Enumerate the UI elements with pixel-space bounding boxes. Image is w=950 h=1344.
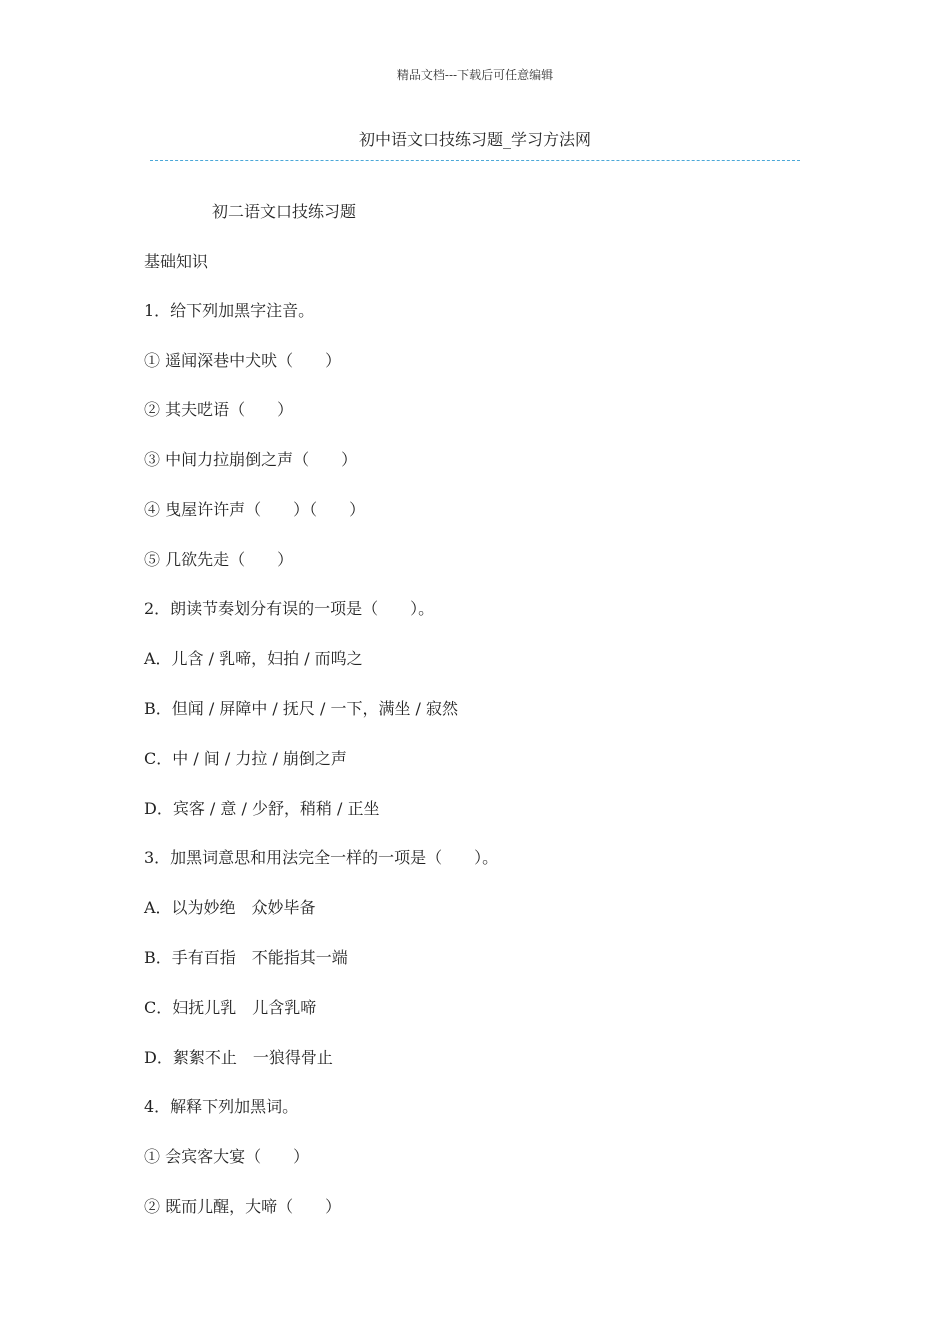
question-1-item-5: ⑤ 几欲先走（ ） — [144, 550, 294, 569]
question-2-option-d: D．宾客 / 意 / 少舒，稍稍 / 正坐 — [144, 799, 380, 818]
question-1-item-2: ② 其夫呓语（ ） — [144, 400, 294, 419]
question-4-item-2: ② 既而儿醒，大啼（ ） — [144, 1197, 342, 1216]
document-title: 初中语文口技练习题_学习方法网 — [358, 130, 591, 149]
question-2-heading: 2．朗读节奏划分有误的一项是（ ）。 — [144, 599, 435, 618]
section-heading: 基础知识 — [144, 252, 209, 271]
question-3-option-d: D．絮絮不止 一狼得骨止 — [144, 1048, 333, 1067]
question-2-option-c: C．中 / 间 / 力拉 / 崩倒之声 — [144, 749, 347, 768]
title-divider — [150, 160, 800, 161]
question-3-heading: 3．加黑词意思和用法完全一样的一项是（ ）。 — [144, 848, 499, 867]
exercise-subtitle: 初二语文口技练习题 — [212, 202, 357, 221]
question-4-item-1: ① 会宾客大宴（ ） — [144, 1147, 310, 1166]
question-4-heading: 4．解释下列加黑词。 — [144, 1097, 299, 1116]
question-2-option-a: A．儿含 / 乳啼，妇拍 / 而呜之 — [144, 649, 363, 668]
question-1-item-3: ③ 中间力拉崩倒之声（ ） — [144, 450, 358, 469]
question-3-option-b: B．手有百指 不能指其一端 — [144, 948, 348, 967]
question-1-heading: 1．给下列加黑字注音。 — [144, 301, 315, 320]
question-3-option-a: A．以为妙绝 众妙毕备 — [144, 898, 316, 917]
question-3-option-c: C．妇抚儿乳 儿含乳啼 — [144, 998, 317, 1017]
question-1-item-4: ④ 曳屋许许声（ ）（ ） — [144, 500, 366, 519]
header-note: 精品文档---下载后可任意编辑 — [396, 68, 554, 82]
question-2-option-b: B．但闻 / 屏障中 / 抚尺 / 一下，满坐 / 寂然 — [144, 699, 459, 718]
question-1-item-1: ① 遥闻深巷中犬吠（ ） — [144, 351, 342, 370]
